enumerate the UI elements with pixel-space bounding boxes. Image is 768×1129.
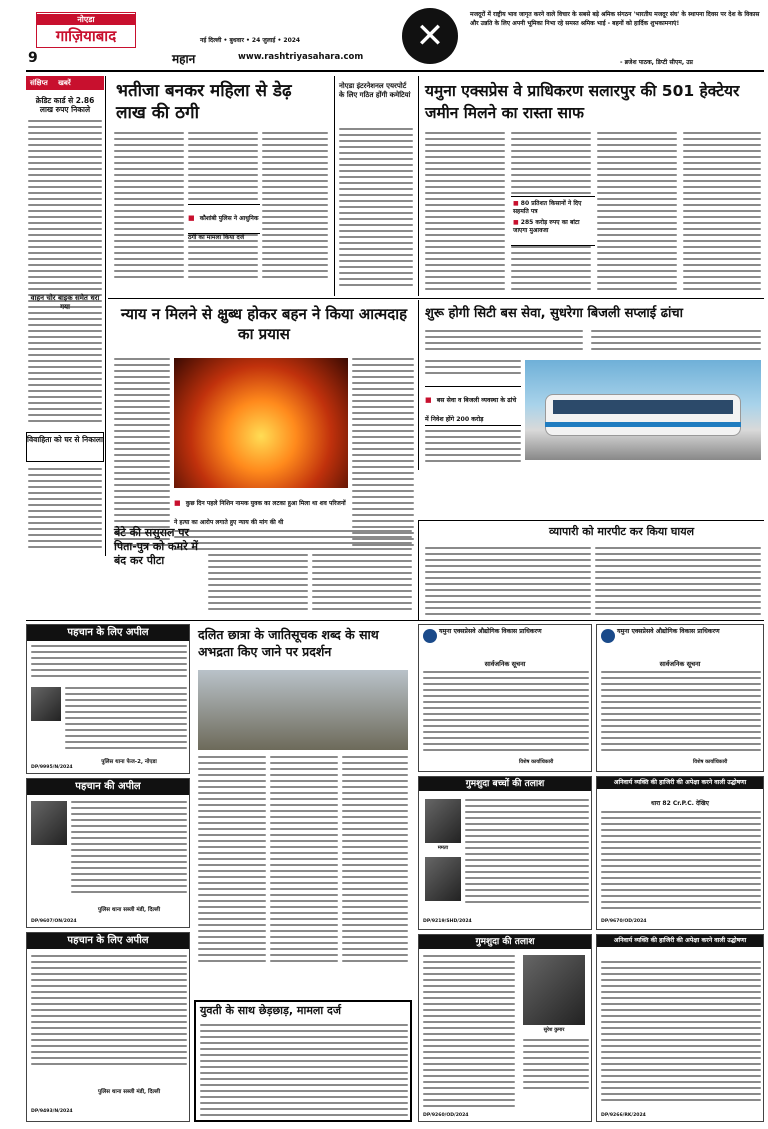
- brief-column: [26, 76, 106, 556]
- story-thagi: [110, 76, 330, 296]
- yeida1-title: यमुना एक्सप्रेसवे औद्योगिक विकास प्राधिकरण: [439, 628, 542, 635]
- story3-callout-1: 80 प्रतिशत किसानों ने दिए सहमति पत्र: [513, 200, 582, 215]
- story4-col-b: [352, 358, 414, 548]
- quote-text: मजदूरों में राष्ट्रीय भाव जागृत करने वाले विचार के सबसे बड़े श्रमिक संगठन 'भारतीय मजदूर संघ' के स्थापना दिवस पर देश के विकास और उन्नति के लिए अपनी भूमिका निभा रहे समस्त श्रमिक भाई - बहनों को हार्दिक शुभकामनाएं!: [470, 11, 760, 27]
- appeal3-police: पुलिस थाना सब्जी मंडी, दिल्ली: [98, 1089, 160, 1095]
- story-dalit: [194, 624, 412, 974]
- missing-text: [465, 799, 589, 911]
- story3-callout-2: 285 करोड़ रुपए का बांटा जाएगा मुआवजा: [513, 219, 580, 234]
- story-citybus: [418, 300, 764, 470]
- story8-col-b: [270, 756, 338, 966]
- brief-body-2: [28, 318, 102, 428]
- story9-headline: युवती के साथ छेड़छाड़, मामला दर्ज: [200, 1004, 342, 1017]
- square-bullet-icon: ■: [188, 214, 195, 222]
- court2-text: [601, 961, 761, 1105]
- appeal1-photo: [31, 687, 61, 721]
- brief-headline-2: वाहन चोर बाइक समेत धरा गया: [30, 294, 100, 311]
- page-label-2: गाज़ियाबाद: [55, 27, 117, 45]
- brief-body-3: [28, 468, 102, 554]
- court-proclamation-1: [596, 776, 764, 930]
- court1-title: अनिवार्य व्यक्ति की हाजिरी की अपेक्षा करने वाली उद्घोषणा: [597, 777, 763, 789]
- appeal3-text: [31, 955, 187, 1075]
- appeal1-title: पहचान के लिए अपील: [27, 625, 189, 641]
- story-vyapari: [418, 520, 764, 620]
- missing-person-ad: [418, 934, 592, 1122]
- appeal2-code: DP/9607/ON/2024: [31, 919, 77, 924]
- missing2-title: गुमशुदा की तलाश: [419, 935, 591, 949]
- story4-caption-box: [174, 490, 348, 526]
- square-bullet-icon: ■: [513, 200, 519, 207]
- missing2-name: सुरेश कुमार: [543, 1027, 565, 1033]
- story3-col-c: [597, 132, 677, 292]
- story5-callout-text: बस सेवा व बिजली व्यवस्था के ढांचे में निवेश होंगे 200 करोड़: [425, 397, 517, 423]
- story7-col-b: [595, 547, 761, 617]
- brief-headline-3: विवाहिता को घर से निकाला: [27, 435, 103, 444]
- story3-headline: यमुना एक्सप्रेस वे प्राधिकरण सलारपुर की 501 हेक्टेयर जमीन मिलने का रास्ता साफ: [425, 82, 740, 122]
- appeal3-title: पहचान के लिए अपील: [27, 933, 189, 949]
- story5-col-a: [425, 330, 583, 356]
- yeida1-logo-icon: [423, 629, 437, 643]
- story1-headline: भतीजा बनकर महिला से डेढ़ लाख की ठगी: [116, 81, 292, 123]
- story4-caption: कुछ दिन पहले निशिन नामक युवक का लटका हुआ मिला था शव परिजनों ने हत्या का आरोप लगाते हुए न्याय की मांग की थी: [174, 500, 346, 526]
- missing2-photo: [523, 955, 585, 1025]
- story-atmadah: [110, 300, 416, 556]
- story3-col-d: [683, 132, 761, 292]
- court2-title: अनिवार्य व्यक्ति की हाजिरी की अपेक्षा करने वाली उद्घोषणा: [597, 935, 763, 947]
- story-yeida-land: [418, 76, 764, 296]
- story5-callout: [425, 386, 521, 426]
- missing-name-1: ममता: [437, 845, 449, 851]
- appeal2-text: [71, 801, 187, 901]
- protest-photo: [198, 670, 408, 750]
- story4-headline: न्याय न मिलने से क्षुब्ध होकर बहन ने किया आत्मदाह का प्रयास: [120, 305, 408, 343]
- missing-code: DP/9219/SHD/2024: [423, 919, 472, 924]
- story2-body: [339, 128, 413, 288]
- brief-tag-label: संक्षिप्त: [30, 79, 48, 87]
- appeal3-code: DP/9493/N/2024: [31, 1109, 73, 1114]
- square-bullet-icon: ■: [174, 499, 181, 507]
- story1-callout-text: कौशांबी पुलिस ने आधुनिक ठगी का मामला किया दर्ज: [188, 215, 259, 241]
- masthead-rule: [26, 70, 764, 72]
- appeal1-text: [31, 645, 187, 685]
- story8-col-c: [342, 756, 408, 966]
- story1-col-a: [114, 132, 184, 282]
- appeal-ad-3: [26, 932, 190, 1122]
- story2-kicker: नोएडा इंटरनेशनल एयरपोर्ट के लिए गठित होंगी कमेटियां: [339, 82, 411, 99]
- court1-text: [601, 811, 761, 915]
- square-bullet-icon: ■: [425, 396, 432, 404]
- missing-photo-2: [425, 857, 461, 901]
- yeida-notice-2: [596, 624, 764, 772]
- date-line: नई दिल्ली • बुधवार • 24 जुलाई • 2024: [200, 37, 301, 44]
- bus-photo: [525, 360, 761, 460]
- yeida2-notice: सार्वजनिक सूचना: [659, 660, 701, 668]
- missing-photo-1: [425, 799, 461, 843]
- story8-col-a: [198, 756, 266, 966]
- yeida2-logo-icon: [601, 629, 615, 643]
- yeida-notice-1: [418, 624, 592, 772]
- appeal-ad-2: [26, 778, 190, 928]
- brief-headline-1: क्रेडिट कार्ड से 2.86 लाख रुपए निकाले: [35, 96, 95, 114]
- story6-col-b: [312, 530, 412, 614]
- appeal1-text-2: [65, 687, 187, 757]
- missing2-text: [423, 955, 515, 1115]
- story-chhedchhad: [194, 1000, 412, 1122]
- story3-callout: [511, 196, 595, 246]
- page-number: 9: [28, 50, 38, 66]
- page-label: नोएडा: [37, 14, 135, 25]
- bus-windows: [553, 400, 733, 414]
- x-logo-icon: ✕: [402, 8, 458, 64]
- story-sasural: [108, 526, 414, 616]
- story3-col-a: [425, 132, 505, 292]
- bus-stripe: [545, 422, 741, 427]
- fire-photo: [174, 358, 348, 488]
- story5-col-b: [591, 330, 761, 356]
- story7-col-a: [425, 547, 591, 617]
- story5-col-c: [425, 360, 521, 384]
- story7-headline: व्यापारी को मारपीट कर किया घायल: [549, 525, 695, 538]
- story1-col-c: [262, 132, 328, 282]
- appeal-ad-1: [26, 624, 190, 774]
- court1-sec: धारा 82 Cr.P.C. देखिए: [651, 800, 709, 807]
- yeida2-sign: विशेष कार्याधिकारी: [693, 759, 728, 765]
- story6-headline: बेटे की ससुराल पर पिता-पुत्र को कमरे में बंद कर पीटा: [114, 526, 198, 567]
- story6-col-a: [208, 530, 308, 614]
- yeida1-sign: विशेष कार्याधिकारी: [519, 759, 554, 765]
- row-rule-2: [26, 620, 764, 621]
- brief-tag-label-2: खबरें: [58, 79, 71, 87]
- square-bullet-icon: ■: [513, 219, 519, 226]
- appeal2-title: पहचान की अपील: [27, 779, 189, 795]
- court2-code: DP/9266/RK/2024: [601, 1113, 646, 1118]
- yeida1-text: [423, 671, 589, 757]
- story1-callout: [188, 204, 260, 241]
- brief-body-1: [28, 120, 102, 320]
- quote-author: - ब्रजेश पाठक, डिप्टी सीएम, उप्र: [620, 59, 693, 66]
- masthead: [0, 0, 768, 72]
- brief-tag: [26, 76, 104, 90]
- website: www.rashtriyasahara.com: [238, 52, 364, 62]
- missing-title: गुमशुदा बच्चों की तलाश: [419, 777, 591, 791]
- page-label-box: [36, 12, 136, 48]
- appeal1-code: DP/9995/N/2024: [31, 765, 73, 770]
- yeida2-title: यमुना एक्सप्रेसवे औद्योगिक विकास प्राधिकरण: [617, 628, 720, 635]
- yeida2-text: [601, 671, 761, 757]
- court1-code: DP/9670/OD/2024: [601, 919, 647, 924]
- missing2-code: DP/9260/OD/2024: [423, 1113, 469, 1118]
- story-airport: [334, 76, 414, 296]
- story5-headline: शुरू होगी सिटी बस सेवा, सुधरेगा बिजली सप्लाई ढांचा: [425, 306, 684, 321]
- appeal2-photo: [31, 801, 67, 845]
- missing2-text-2: [523, 1039, 589, 1099]
- story5-col-d: [425, 430, 521, 466]
- brief-headline-3-box: [26, 432, 104, 462]
- court-proclamation-2: [596, 934, 764, 1122]
- row-rule-1: [108, 298, 764, 299]
- paper-name: महान: [172, 52, 196, 66]
- appeal1-police: पुलिस थाना फेज-2, नोएडा: [101, 759, 157, 765]
- story9-body: [200, 1024, 408, 1120]
- missing-children-ad: [418, 776, 592, 930]
- story8-headline: दलित छात्रा के जातिसूचक शब्द के साथ अभद्रता किए जाने पर प्रदर्शन: [198, 627, 379, 659]
- story4-col-a: [114, 358, 170, 548]
- appeal2-police: पुलिस थाना सब्जी मंडी, दिल्ली: [98, 907, 160, 913]
- yeida1-notice: सार्वजनिक सूचना: [484, 660, 526, 668]
